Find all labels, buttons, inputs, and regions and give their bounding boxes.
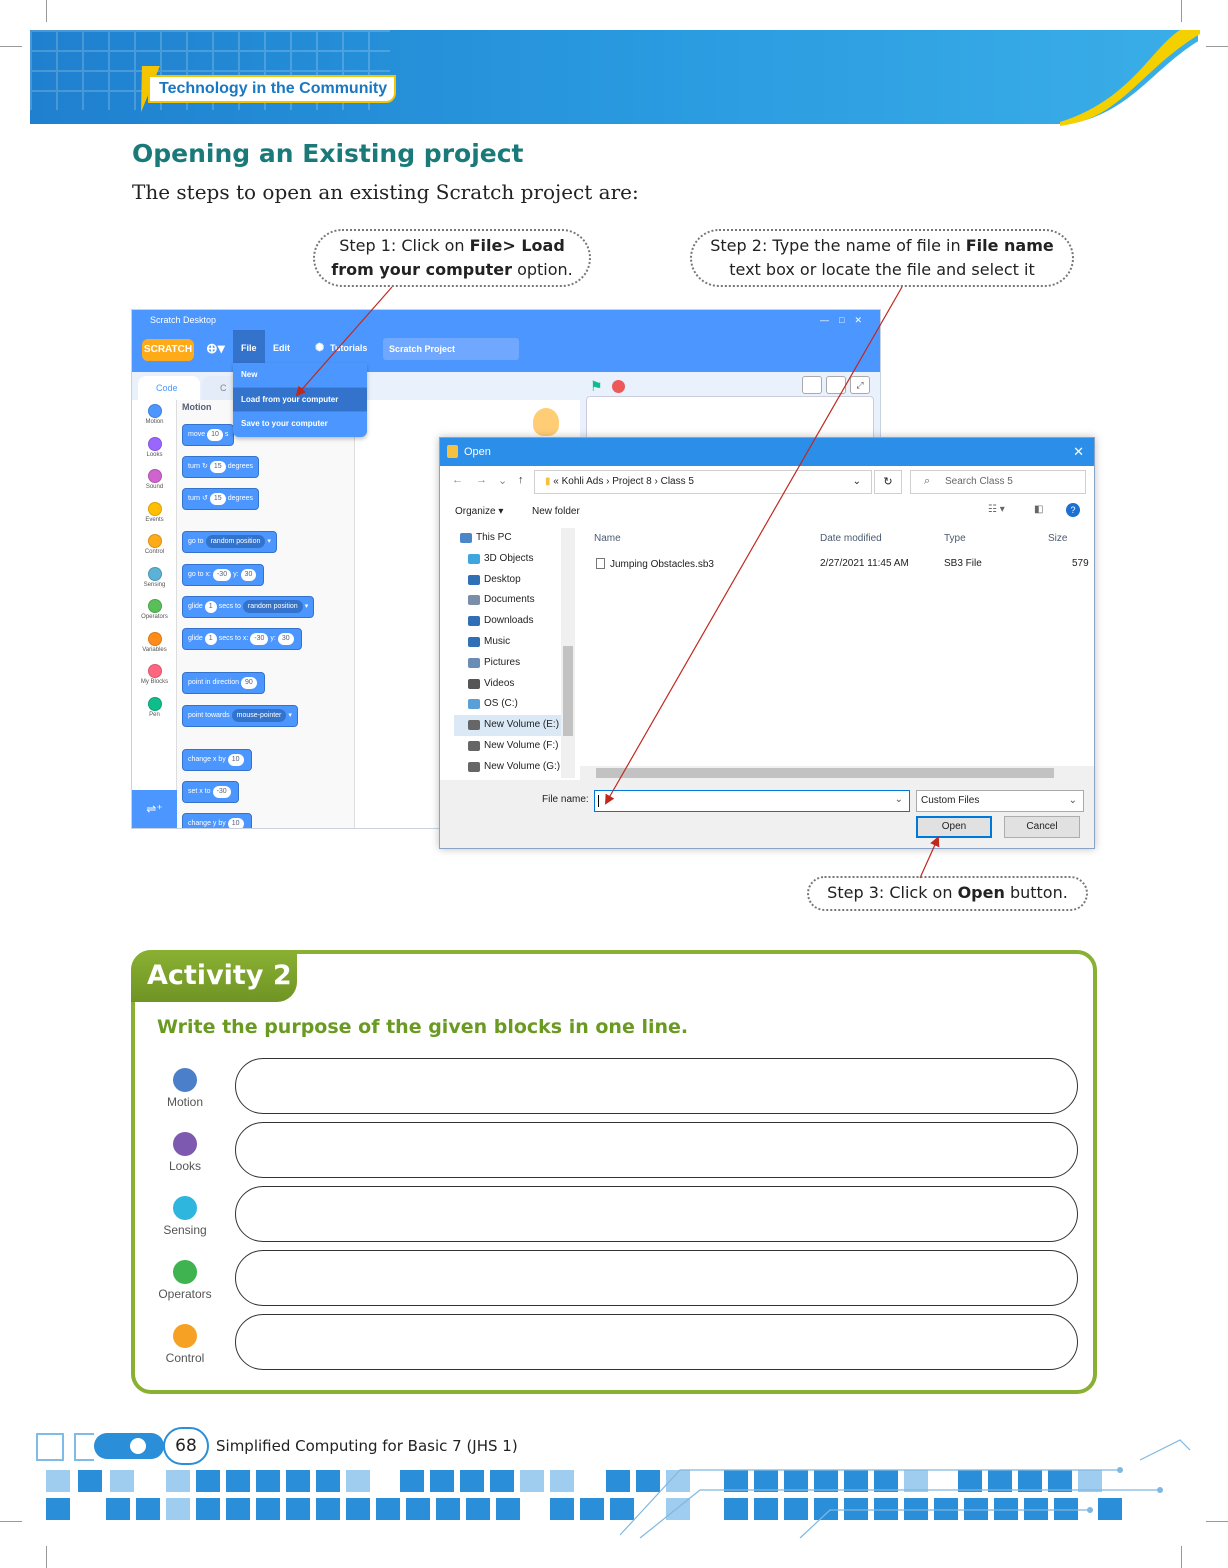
- answer-field[interactable]: [235, 1314, 1078, 1370]
- tree-item-label: Downloads: [484, 615, 534, 627]
- activity-category-operators: [152, 1260, 218, 1301]
- step3-arrow: [920, 838, 938, 878]
- footer-tile: [46, 1470, 70, 1492]
- category-dot-icon: [173, 1196, 197, 1220]
- block-text: go to x:: [188, 571, 211, 578]
- block-input[interactable]: 30: [241, 569, 257, 581]
- menu-item-load[interactable]: Load from your computer: [233, 387, 367, 411]
- tree-item-label: This PC: [476, 532, 512, 543]
- footer-tile: [136, 1498, 160, 1520]
- fullscreen-icon[interactable]: ⤢: [850, 376, 870, 394]
- header-tag: Technology in the Community: [148, 75, 396, 103]
- tab-code[interactable]: Code: [138, 376, 200, 400]
- category-dot-icon: [173, 1068, 197, 1092]
- category-label: Motion: [145, 419, 164, 425]
- breadcrumb-class[interactable]: Class 5: [660, 476, 694, 487]
- footer-tile: [400, 1470, 424, 1492]
- search-input[interactable]: Search Class 5: [910, 470, 1086, 494]
- tree-item-label: Desktop: [484, 573, 521, 585]
- footer-tile: [166, 1498, 190, 1520]
- file-name: Jumping Obstacles.sb3: [610, 559, 714, 570]
- tab-costumes[interactable]: C: [202, 376, 236, 400]
- tree-item-label: New Volume (E:): [484, 719, 560, 731]
- menu-item-save[interactable]: Save to your computer: [233, 411, 367, 435]
- block-dropdown[interactable]: mouse-pointer: [232, 709, 287, 722]
- palette-title: Motion: [182, 402, 212, 412]
- filename-label: File name:: [542, 794, 589, 805]
- filter-label: Custom Files: [921, 795, 980, 806]
- footer-tile: [226, 1498, 250, 1520]
- footer-tile: [346, 1470, 370, 1492]
- block-dropdown[interactable]: random position: [243, 600, 303, 613]
- block-input[interactable]: 10: [228, 754, 244, 766]
- category-label: Control: [165, 1351, 205, 1365]
- footer-tile: [46, 1498, 70, 1520]
- lightbulb-icon: ✺: [315, 342, 325, 354]
- footer-tile: [496, 1498, 520, 1520]
- block-text: move: [188, 431, 206, 438]
- block-input[interactable]: 30: [278, 633, 294, 645]
- block-input[interactable]: 10: [207, 429, 223, 441]
- edit-menu[interactable]: Edit: [273, 343, 290, 353]
- tree-item-label: OS (C:): [484, 698, 518, 710]
- organize-button[interactable]: Organize ▾: [455, 506, 504, 517]
- block-text: y:: [233, 571, 239, 578]
- category-label: Looks: [146, 451, 163, 458]
- crop-mark: [46, 1546, 47, 1568]
- block-text: degrees: [227, 463, 253, 470]
- block-input[interactable]: -30: [213, 786, 231, 798]
- footer-tile: [196, 1470, 220, 1492]
- block-text: glide: [188, 635, 203, 642]
- footer-tile: [430, 1470, 454, 1492]
- folder-path-icon: ▮: [545, 476, 551, 487]
- answer-field[interactable]: [235, 1058, 1078, 1114]
- breadcrumb-kohli[interactable]: Kohli Ads: [561, 476, 604, 487]
- footer-tile: [550, 1498, 574, 1520]
- extension-icon: ⇌⁺: [146, 802, 163, 816]
- section-title: Opening an Existing project: [132, 139, 524, 168]
- block-text: y:: [270, 635, 276, 642]
- footer-tile: [78, 1470, 102, 1492]
- chevron-down-icon[interactable]: ⌄: [894, 794, 903, 805]
- refresh-icon[interactable]: ↻: [874, 470, 902, 494]
- step2-text: Step 2: Type the name of file in: [710, 236, 966, 255]
- block-input[interactable]: -30: [213, 569, 231, 581]
- block-goto[interactable]: go to random position ▾: [182, 531, 277, 553]
- file-type: SB3 File: [944, 558, 982, 569]
- activity-title: Activity 2: [131, 950, 297, 1002]
- search-icon: ⌕: [924, 475, 931, 487]
- block-dropdown[interactable]: random position: [206, 535, 266, 548]
- category-label: Operators: [158, 1287, 212, 1301]
- up-icon[interactable]: ↑: [518, 474, 524, 486]
- window-controls[interactable]: — □ ✕: [820, 315, 862, 325]
- block-text: secs to x:: [218, 635, 249, 642]
- step3-text: Step 3: Click on: [827, 883, 958, 902]
- column-size[interactable]: Size: [1048, 533, 1068, 544]
- globe-icon[interactable]: ⊕▾: [206, 340, 225, 356]
- step1-text: Step 1: Click on: [339, 236, 470, 255]
- block-text: change y by: [188, 820, 226, 827]
- view-options-icon[interactable]: ☷ ▾: [988, 504, 1005, 515]
- forward-icon[interactable]: →: [476, 474, 487, 486]
- footer-tile: [286, 1498, 310, 1520]
- footer-tile: [520, 1470, 544, 1492]
- step1-suffix: option.: [511, 260, 573, 279]
- block-text: point in direction: [188, 679, 239, 686]
- block-glide[interactable]: glide 1 secs to random position ▾: [182, 596, 314, 618]
- footer-tile: [256, 1498, 280, 1520]
- category-label: Sensing: [143, 581, 166, 588]
- page-number: 68: [163, 1427, 209, 1465]
- category-label: Events: [145, 516, 164, 523]
- footer-tile: [110, 1470, 134, 1492]
- activity-category-control: [152, 1324, 218, 1365]
- category-label: Operators: [141, 614, 168, 620]
- path-box[interactable]: ▮ « Kohli Ads › Project 8 › Class 5 ⌄: [534, 470, 872, 494]
- block-text: glide: [188, 603, 203, 610]
- footer-tile: [316, 1470, 340, 1492]
- footer-tile: [106, 1498, 130, 1520]
- tree-item-label: Pictures: [484, 656, 521, 668]
- tutorials-menu[interactable]: Tutorials: [330, 343, 368, 353]
- tree-item-label: 3D Objects: [484, 552, 534, 564]
- project-title-input[interactable]: Scratch Project: [383, 338, 519, 360]
- block-text: s: [224, 431, 229, 438]
- step1-bold2: from your computer: [331, 260, 512, 279]
- category-label: Pen: [149, 711, 160, 718]
- block-text: turn: [188, 495, 201, 502]
- category-label: Control: [144, 549, 165, 555]
- block-text: change x by: [188, 756, 226, 763]
- scratch-window-title: Scratch Desktop: [150, 315, 217, 325]
- turn-right-icon: ↻: [202, 463, 208, 470]
- column-date[interactable]: Date modified: [820, 533, 882, 544]
- cancel-button[interactable]: Cancel: [1004, 816, 1080, 838]
- book-title: Simplified Computing for Basic 7 (JHS 1): [216, 1437, 518, 1455]
- block-point-towards[interactable]: point towards mouse-pointer ▾: [182, 705, 298, 727]
- category-label: Sound: [145, 484, 164, 490]
- chevron-down-icon[interactable]: ⌄: [852, 476, 861, 487]
- block-input[interactable]: 90: [241, 677, 257, 689]
- scratch-logo[interactable]: SCRATCH: [142, 339, 194, 361]
- footer-tile: [490, 1470, 514, 1492]
- footer-tile: [286, 1470, 310, 1492]
- new-folder-button[interactable]: New folder: [532, 506, 580, 517]
- footer-tile: [466, 1498, 490, 1520]
- activity-category-looks: [152, 1132, 218, 1173]
- block-text: point towards: [188, 712, 230, 719]
- file-size: 579: [1072, 558, 1089, 569]
- footer-tile: [460, 1470, 484, 1492]
- answer-field[interactable]: [235, 1186, 1078, 1242]
- footer-bracket: [74, 1433, 94, 1461]
- file-date: 2/27/2021 11:45 AM: [820, 558, 909, 569]
- step2-suffix: text box or locate the file and select it: [729, 260, 1035, 279]
- column-type[interactable]: Type: [944, 533, 966, 544]
- category-label: Looks: [168, 1159, 202, 1173]
- preview-pane-icon[interactable]: ◧: [1034, 504, 1044, 515]
- block-input[interactable]: 15: [210, 493, 226, 505]
- step3-suffix: button.: [1004, 883, 1068, 902]
- footer-tile: [376, 1498, 400, 1520]
- green-flag-icon[interactable]: ⚑: [590, 378, 603, 394]
- back-icon[interactable]: ←: [452, 474, 463, 486]
- category-label: Motion: [166, 1095, 204, 1109]
- footer-tile: [436, 1498, 460, 1520]
- file-menu[interactable]: File: [241, 343, 257, 353]
- intro-text: The steps to open an existing Scratch project are:: [132, 180, 639, 204]
- open-button[interactable]: Open: [916, 816, 992, 838]
- activity-category-sensing: [152, 1196, 218, 1237]
- block-text: degrees: [227, 495, 253, 502]
- answer-field[interactable]: [235, 1250, 1078, 1306]
- footer-tile: [346, 1498, 370, 1520]
- footer-tile: [196, 1498, 220, 1520]
- category-label: Sensing: [163, 1223, 207, 1237]
- step1-bold: File> Load: [469, 236, 565, 255]
- footer-square: [36, 1433, 64, 1461]
- block-input[interactable]: 1: [205, 633, 217, 645]
- footer-tile: [226, 1470, 250, 1492]
- category-label: My Blocks: [140, 679, 169, 685]
- block-text: secs to: [218, 603, 241, 610]
- footer-tile: [256, 1470, 280, 1492]
- answer-field[interactable]: [235, 1122, 1078, 1178]
- activity-instruction: Write the purpose of the given blocks in one line.: [157, 1016, 689, 1038]
- footer-tile: [406, 1498, 430, 1520]
- step1-arrow: [297, 287, 392, 395]
- step2-arrow: [606, 287, 902, 803]
- footer-tile: [166, 1470, 190, 1492]
- block-text: set x to: [188, 788, 211, 795]
- step3-bold: Open: [957, 883, 1005, 902]
- block-input[interactable]: 10: [228, 818, 244, 829]
- step3-callout: [807, 876, 1088, 911]
- tree-item-label: New Volume (G:): [484, 760, 561, 772]
- activity-category-motion: [152, 1068, 218, 1109]
- tree-item-label: Music: [484, 635, 511, 647]
- block-text: go to: [188, 538, 204, 545]
- category-dot-icon: [173, 1260, 197, 1284]
- crop-mark: [1181, 1546, 1182, 1568]
- crop-mark: [0, 1521, 22, 1522]
- recent-icon[interactable]: ⌄: [498, 475, 508, 487]
- close-icon[interactable]: ✕: [1073, 444, 1084, 459]
- menu-item-new[interactable]: New: [241, 370, 258, 379]
- tree-item-label: Videos: [484, 677, 515, 689]
- block-input[interactable]: 1: [205, 601, 217, 613]
- step2-bold: File name: [965, 236, 1054, 255]
- footer-tile: [550, 1470, 574, 1492]
- footer-knob: [128, 1436, 148, 1456]
- dialog-title: Open: [464, 446, 491, 458]
- crop-mark: [1206, 1521, 1228, 1522]
- chevron-down-icon: ⌄: [1068, 795, 1077, 806]
- block-text: turn: [188, 463, 201, 470]
- tree-item-label: New Volume (F:): [484, 739, 559, 751]
- column-name[interactable]: Name: [594, 533, 621, 544]
- circuit-decoration: [600, 1430, 1200, 1540]
- category-dot-icon: [173, 1132, 197, 1156]
- tree-item-label: Documents: [484, 594, 535, 606]
- turn-left-icon: ↺: [202, 495, 208, 502]
- category-label: Variables: [142, 646, 167, 653]
- help-icon[interactable]: ?: [1066, 503, 1080, 517]
- block-input[interactable]: 15: [210, 461, 226, 473]
- category-dot-icon: [173, 1324, 197, 1348]
- block-input[interactable]: -30: [250, 633, 268, 645]
- footer-tile: [316, 1498, 340, 1520]
- breadcrumb-project[interactable]: Project 8: [612, 476, 652, 487]
